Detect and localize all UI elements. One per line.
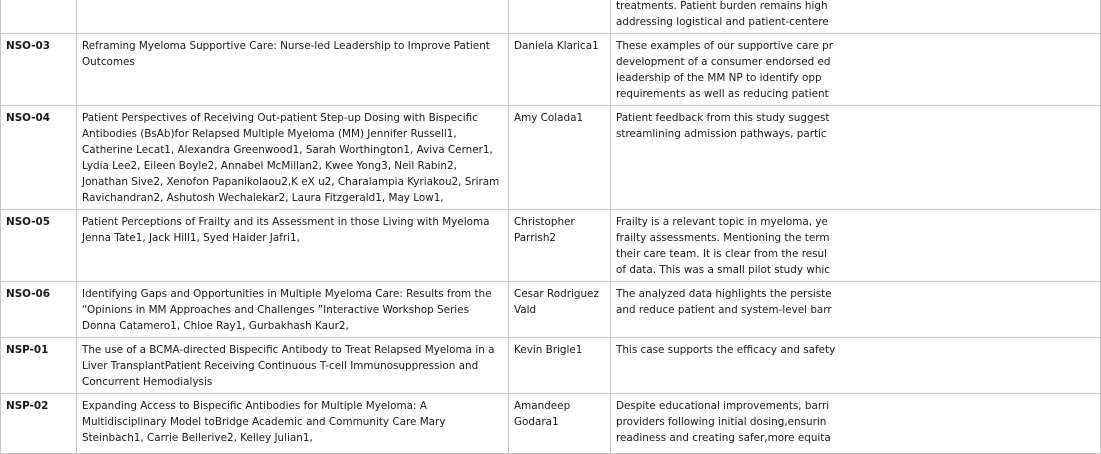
- abstract-code: NSO-03: [6, 40, 50, 52]
- abstract-title: The use of a BCMA-directed Bispecific Antibody to Treat Relapsed Myeloma in a Liver TransplantPatient Receiving Continuous T-cell Immunosuppression and Concurrent Hemodialysis: [82, 344, 495, 388]
- conclusion-line: addressing logistical and patient-centere: [616, 16, 829, 28]
- abstract-code-cell[interactable]: [1, 210, 77, 282]
- conclusion-line: Frailty is a relevant topic in myeloma, ye: [616, 216, 828, 228]
- table-row: [1, 106, 1101, 210]
- abstract-code-cell[interactable]: [1, 106, 77, 210]
- presenting-author-cell[interactable]: [509, 338, 611, 394]
- presenting-author-cell[interactable]: [509, 34, 611, 106]
- conclusion-line: and reduce patient and system-level barr: [616, 304, 832, 316]
- conclusion-cell[interactable]: [611, 0, 1101, 34]
- presenting-author: Christopher Parrish2: [514, 216, 575, 244]
- abstract-title-cell[interactable]: [77, 34, 509, 106]
- presenting-author: Kevin Brigle1: [514, 344, 583, 356]
- conclusion-line: treatments. Patient burden remains high: [616, 0, 828, 12]
- presenting-author: Daniela Klarica1: [514, 40, 599, 52]
- abstract-title: Patient Perceptions of Frailty and its Assessment in those Living with Myeloma Jenna Tate1, Jack Hill1, Syed Haider Jafri1,: [82, 216, 490, 244]
- abstract-title-cell[interactable]: [77, 106, 509, 210]
- table-row: [1, 394, 1101, 454]
- conclusion-line: streamlining admission pathways, partic: [616, 128, 827, 140]
- conclusion-cell[interactable]: [611, 106, 1101, 210]
- conclusion-line: frailty assessments. Mentioning the term: [616, 232, 830, 244]
- abstract-title: Expanding Access to Bispecific Antibodies for Multiple Myeloma: A Multidisciplinary Model toBridge Academic and Community Care Mary Steinbach1, Carrie Bellerive2, Kelley Julian1,: [82, 400, 446, 444]
- abstract-code-cell[interactable]: [1, 338, 77, 394]
- table-row: [1, 338, 1101, 394]
- conclusion-line: These examples of our supportive care pr: [616, 40, 834, 52]
- table-row: [1, 210, 1101, 282]
- abstract-code: NSP-02: [6, 400, 49, 412]
- conclusion-line: leadership of the MM NP to identify opp: [616, 72, 822, 84]
- table-row: [1, 34, 1101, 106]
- abstract-code-cell[interactable]: [1, 34, 77, 106]
- conclusion-line: readiness and creating safer,more equita: [616, 432, 831, 444]
- conclusion-line: The analyzed data highlights the persiste: [616, 288, 832, 300]
- conclusion-cell[interactable]: [611, 394, 1101, 454]
- presenting-author: Amy Colada1: [514, 112, 584, 124]
- conclusion-cell[interactable]: [611, 338, 1101, 394]
- abstract-title: Patient Perspectives of Receiving Out-patient Step-up Dosing with Bispecific Antibodies (BsAb)for Relapsed Multiple Myeloma (MM) Jennifer Russell1, Catherine Lecat1, Alexandra Greenwood1, Sarah Worthington1, Aviva Cerner1, Lydia Lee2, Eileen Boyle2, Annabel McMillan2, Kwee Yong3, Neil Rabin2, Jonathan Sive2, Xenofon Papanikolaou2,K eX u2, Charalampia Kyriakou2, Sriram Ravichandran2, Ashutosh Wechalekar2, Laura Fitzgerald1, May Low1,: [82, 112, 500, 204]
- conclusion-line: of data. This was a small pilot study whic: [616, 264, 831, 276]
- abstract-code: NSP-01: [6, 344, 49, 356]
- abstract-title: Reframing Myeloma Supportive Care: Nurse-led Leadership to Improve Patient Outcomes: [82, 40, 490, 68]
- presenting-author: Cesar Rodriguez Vald: [514, 288, 599, 316]
- table-row: [1, 282, 1101, 338]
- abstract-title-cell[interactable]: [77, 394, 509, 454]
- presenting-author-cell[interactable]: [509, 0, 611, 34]
- abstract-title: Identifying Gaps and Opportunities in Multiple Myeloma Care: Results from the “Opinions in MM Approaches and Challenges ”Interactive Workshop Series Donna Catamero1, Chloe Ray1, Gurbakhash Kaur2,: [82, 288, 492, 332]
- abstract-code: NSO-04: [6, 112, 50, 124]
- presenting-author-cell[interactable]: [509, 210, 611, 282]
- conclusion-line: Patient feedback from this study suggest: [616, 112, 830, 124]
- conclusion-line: This case supports the efficacy and safety: [616, 344, 836, 356]
- conclusion-line: their care team. It is clear from the resul: [616, 248, 828, 260]
- conclusion-line: Despite educational improvements, barri: [616, 400, 830, 412]
- abstract-code: NSO-05: [6, 216, 50, 228]
- abstract-title-cell[interactable]: [77, 338, 509, 394]
- presenting-author-cell[interactable]: [509, 394, 611, 454]
- abstract-title-cell[interactable]: [77, 210, 509, 282]
- abstract-code-cell[interactable]: [1, 394, 77, 454]
- presenting-author: Amandeep Godara1: [514, 400, 571, 428]
- conclusion-line: requirements as well as reducing patient: [616, 88, 829, 100]
- conclusion-line: providers following initial dosing,ensurin: [616, 416, 827, 428]
- conclusion-cell[interactable]: [611, 210, 1101, 282]
- abstract-title-cell[interactable]: [77, 0, 509, 34]
- conclusion-line: development of a consumer endorsed ed: [616, 56, 831, 68]
- table-row: [1, 0, 1101, 34]
- presenting-author-cell[interactable]: [509, 106, 611, 210]
- abstract-title-cell[interactable]: [77, 282, 509, 338]
- presenting-author-cell[interactable]: [509, 282, 611, 338]
- abstract-code-cell[interactable]: [1, 0, 77, 34]
- conclusion-cell[interactable]: [611, 282, 1101, 338]
- conclusion-cell[interactable]: [611, 34, 1101, 106]
- abstract-code-cell[interactable]: [1, 282, 77, 338]
- abstract-code: NSO-06: [6, 288, 50, 300]
